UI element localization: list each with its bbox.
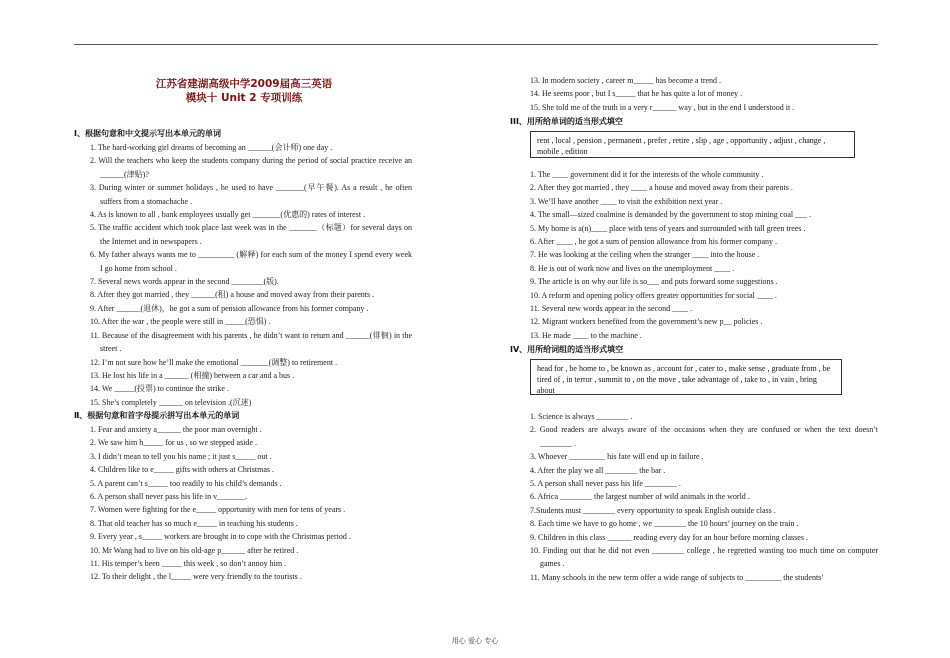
section3-item: 6. After ____ , he got a sum of pension allowance from his former company .	[530, 237, 778, 247]
section4-item: 11. Many schools in the new term offer a wide range of subjects to _________ the students’	[530, 572, 824, 582]
section3-item: 4. The small—sized coalmine is demanded by the government to stop mining coal ___ .	[530, 210, 812, 220]
section1-list	[90, 141, 412, 409]
section1-item: 4. As is known to all , bank employees usually get _______(优惠的) rates of interest .	[90, 210, 366, 220]
section3-heading: III、用所给单词的适当形式填空	[510, 117, 623, 126]
document-title-line1: 江苏省建湖高级中学2009届高三英语	[155, 78, 333, 90]
section4-item: 7.Students must ________ every opportunity to speak English outside class .	[530, 505, 776, 515]
document-title-line2: 模块十 Unit 2 专项训练	[185, 92, 303, 104]
section1-item: 5. The traffic accident which took place last week was in the _______（标题）for several days on the Internet and in newspapers .	[90, 223, 412, 246]
section4-item: 10. Finding out that he did not even ________ college , he regretted wasting too much time on computer games .	[530, 546, 878, 569]
word-box: rent , local , pension , permanent , prefer , retire , slip , age , opportunity , adjust , change , mobile , edition	[530, 131, 855, 158]
section3-item: 13. He made ____ to the machine .	[530, 330, 642, 340]
section1-item: 6. My father always wants me to _________ (解释) for each sum of the money I spend every week I go home from school .	[90, 250, 412, 273]
section2-item: 10. Mr Wang had to live on his old-age p______ after he retired .	[90, 545, 299, 555]
section1-item: 12. I’m not sure how he’ll make the emotional _______(调整) to retirement .	[90, 357, 338, 367]
section2-item: 1. Fear and anxiety a______ the poor man overnight .	[90, 425, 262, 434]
section4-item: 6. Africa ________ the largest number of wild animals in the world .	[530, 492, 750, 502]
section1-item: 9. After ______(退休)，he got a sum of pension allowance from his former company .	[90, 303, 369, 313]
section1-item: 11. Because of the disagreement with his parents , he didn’t want to return and ______(徘徊) in the street .	[90, 330, 412, 354]
section2-list	[90, 423, 412, 584]
section1-item: 13. He lost his life in a ______ (相撞) between a car and a bus .	[90, 370, 295, 380]
section4-item: 5. A person shall never pass his life ________ .	[530, 479, 681, 489]
section1-item: 2. Will the teachers who keep the students company during the period of social practice receive an ______(津贴)?	[90, 156, 412, 179]
section1-item: 10. After the war , the people were still in _____(恐惧) .	[90, 317, 271, 327]
section4-list	[530, 410, 878, 584]
section4-item: 2. Good readers are always aware of the occasions when they are confused or when the text doesn’t ________ .	[530, 425, 878, 448]
section3-list	[530, 168, 876, 342]
section2-item: 2. We saw him h_____ for us , so we stepped aside .	[90, 438, 257, 448]
section4-item: 3. Whoever _________ his fate will end up in failure .	[530, 452, 704, 462]
section2-item: 3. I didn’t mean to tell you his name ; it just s_____ out .	[90, 451, 272, 461]
section2-item: 14. He seems poor , but I s_____ that he has quite a lot of money .	[530, 89, 743, 99]
section4-item: 4. After the play we all ________ the bar .	[530, 465, 666, 475]
section1-item: 1. The hard-working girl dreams of becoming an ______(会计师) one day .	[90, 143, 333, 152]
section2-item: 12. To their delight , the l_____ were very friendly to the tourists .	[90, 572, 302, 582]
section2-item: 9. Every year , s_____ workers are brought in to cope with the Christmas period .	[90, 532, 351, 542]
section3-item: 12. Migrant workers benefited from the government’s new p__ policies .	[530, 317, 763, 327]
section4-item: 9. Children in this class ______ reading every day for an hour before morning classes .	[530, 532, 808, 542]
phrase-box: head for , be home to , be known as , account for , cater to , make sense , graduate from , be tired of , in terror , summit to , on the move , take advantage of , take to , in vain , bring about	[530, 359, 842, 395]
section2-item: 13. In modern society , career m_____ has become a trend .	[530, 76, 722, 85]
section1-item: 15. She’s completely ______ on television .(沉迷)	[90, 397, 252, 407]
section3-item: 3. We’ll have another ____ to visit the exhibition next year .	[530, 196, 723, 206]
section2-item: 15. She told me of the truth in a very r______ way , but in the end I understood it .	[530, 102, 795, 112]
section3-item: 5. My home is a(n)____ place with tens of years and surrounded with tall green trees .	[530, 223, 806, 233]
section3-item: 2. After they got married , they ____ a house and moved away from their parents .	[530, 183, 793, 193]
section1-item: 3. During winter or summer holidays , he used to have _______(早午餐). As a result , he often suffers from a stomachache .	[90, 183, 412, 206]
section3-item: 9. The article is on why our life is so___ and puts forward some suggestions .	[530, 277, 778, 287]
section2-continued-list	[530, 74, 876, 114]
section2-item: 5. A parent can’t s_____ too readily to his child’s demands .	[90, 478, 282, 488]
section3-item: 8. He is out of work now and lives on the unemployment ____ .	[530, 263, 735, 273]
section4-item: 1. Science is always ________ .	[530, 412, 633, 421]
section1-heading: Ⅰ、根据句意和中文提示写出本单元的单词	[74, 129, 221, 138]
section2-item: 11. His temper’s been _____ this week , so don’t annoy him .	[90, 559, 287, 569]
section1-item: 8. After they got married , they ______(租) a house and moved away from their parents .	[90, 290, 375, 300]
section3-item: 7. He was looking at the ceiling when the stranger ____ into the house .	[530, 250, 760, 260]
section2-item: 6. A person shall never pass his life in v_______.	[90, 492, 248, 502]
section1-item: 7. Several news words appear in the second ________(版).	[90, 277, 279, 287]
section2-item: 8. That old teacher has so much e_____ in teaching his students .	[90, 518, 298, 528]
section2-item: 7. Women were fighting for the e_____ opportunity with men for tens of years .	[90, 505, 346, 515]
section4-heading: IV、用所给词组的适当形式填空	[510, 345, 624, 354]
section3-item: 11. Several new words appear in the second ____ .	[530, 304, 693, 314]
section1-item: 14. We _____(投票) to continue the strike .	[90, 384, 229, 394]
section3-item: 10. A reform and opening policy offers greater opportunities for social ____ .	[530, 290, 777, 300]
section2-item: 4. Children like to e_____ gifts with others at Christmas .	[90, 465, 274, 475]
page-footer: 用心 爱心 专心	[451, 637, 499, 645]
section3-item: 1. The ____ government did it for the interests of the whole community .	[530, 170, 764, 179]
top-rule	[74, 44, 878, 45]
section2-heading: Ⅱ、根据句意和首字母提示拼写出本单元的单词	[74, 411, 240, 420]
section4-item: 8. Each time we have to go home , we ________ the 10 hours’ journey on the train .	[530, 519, 799, 529]
